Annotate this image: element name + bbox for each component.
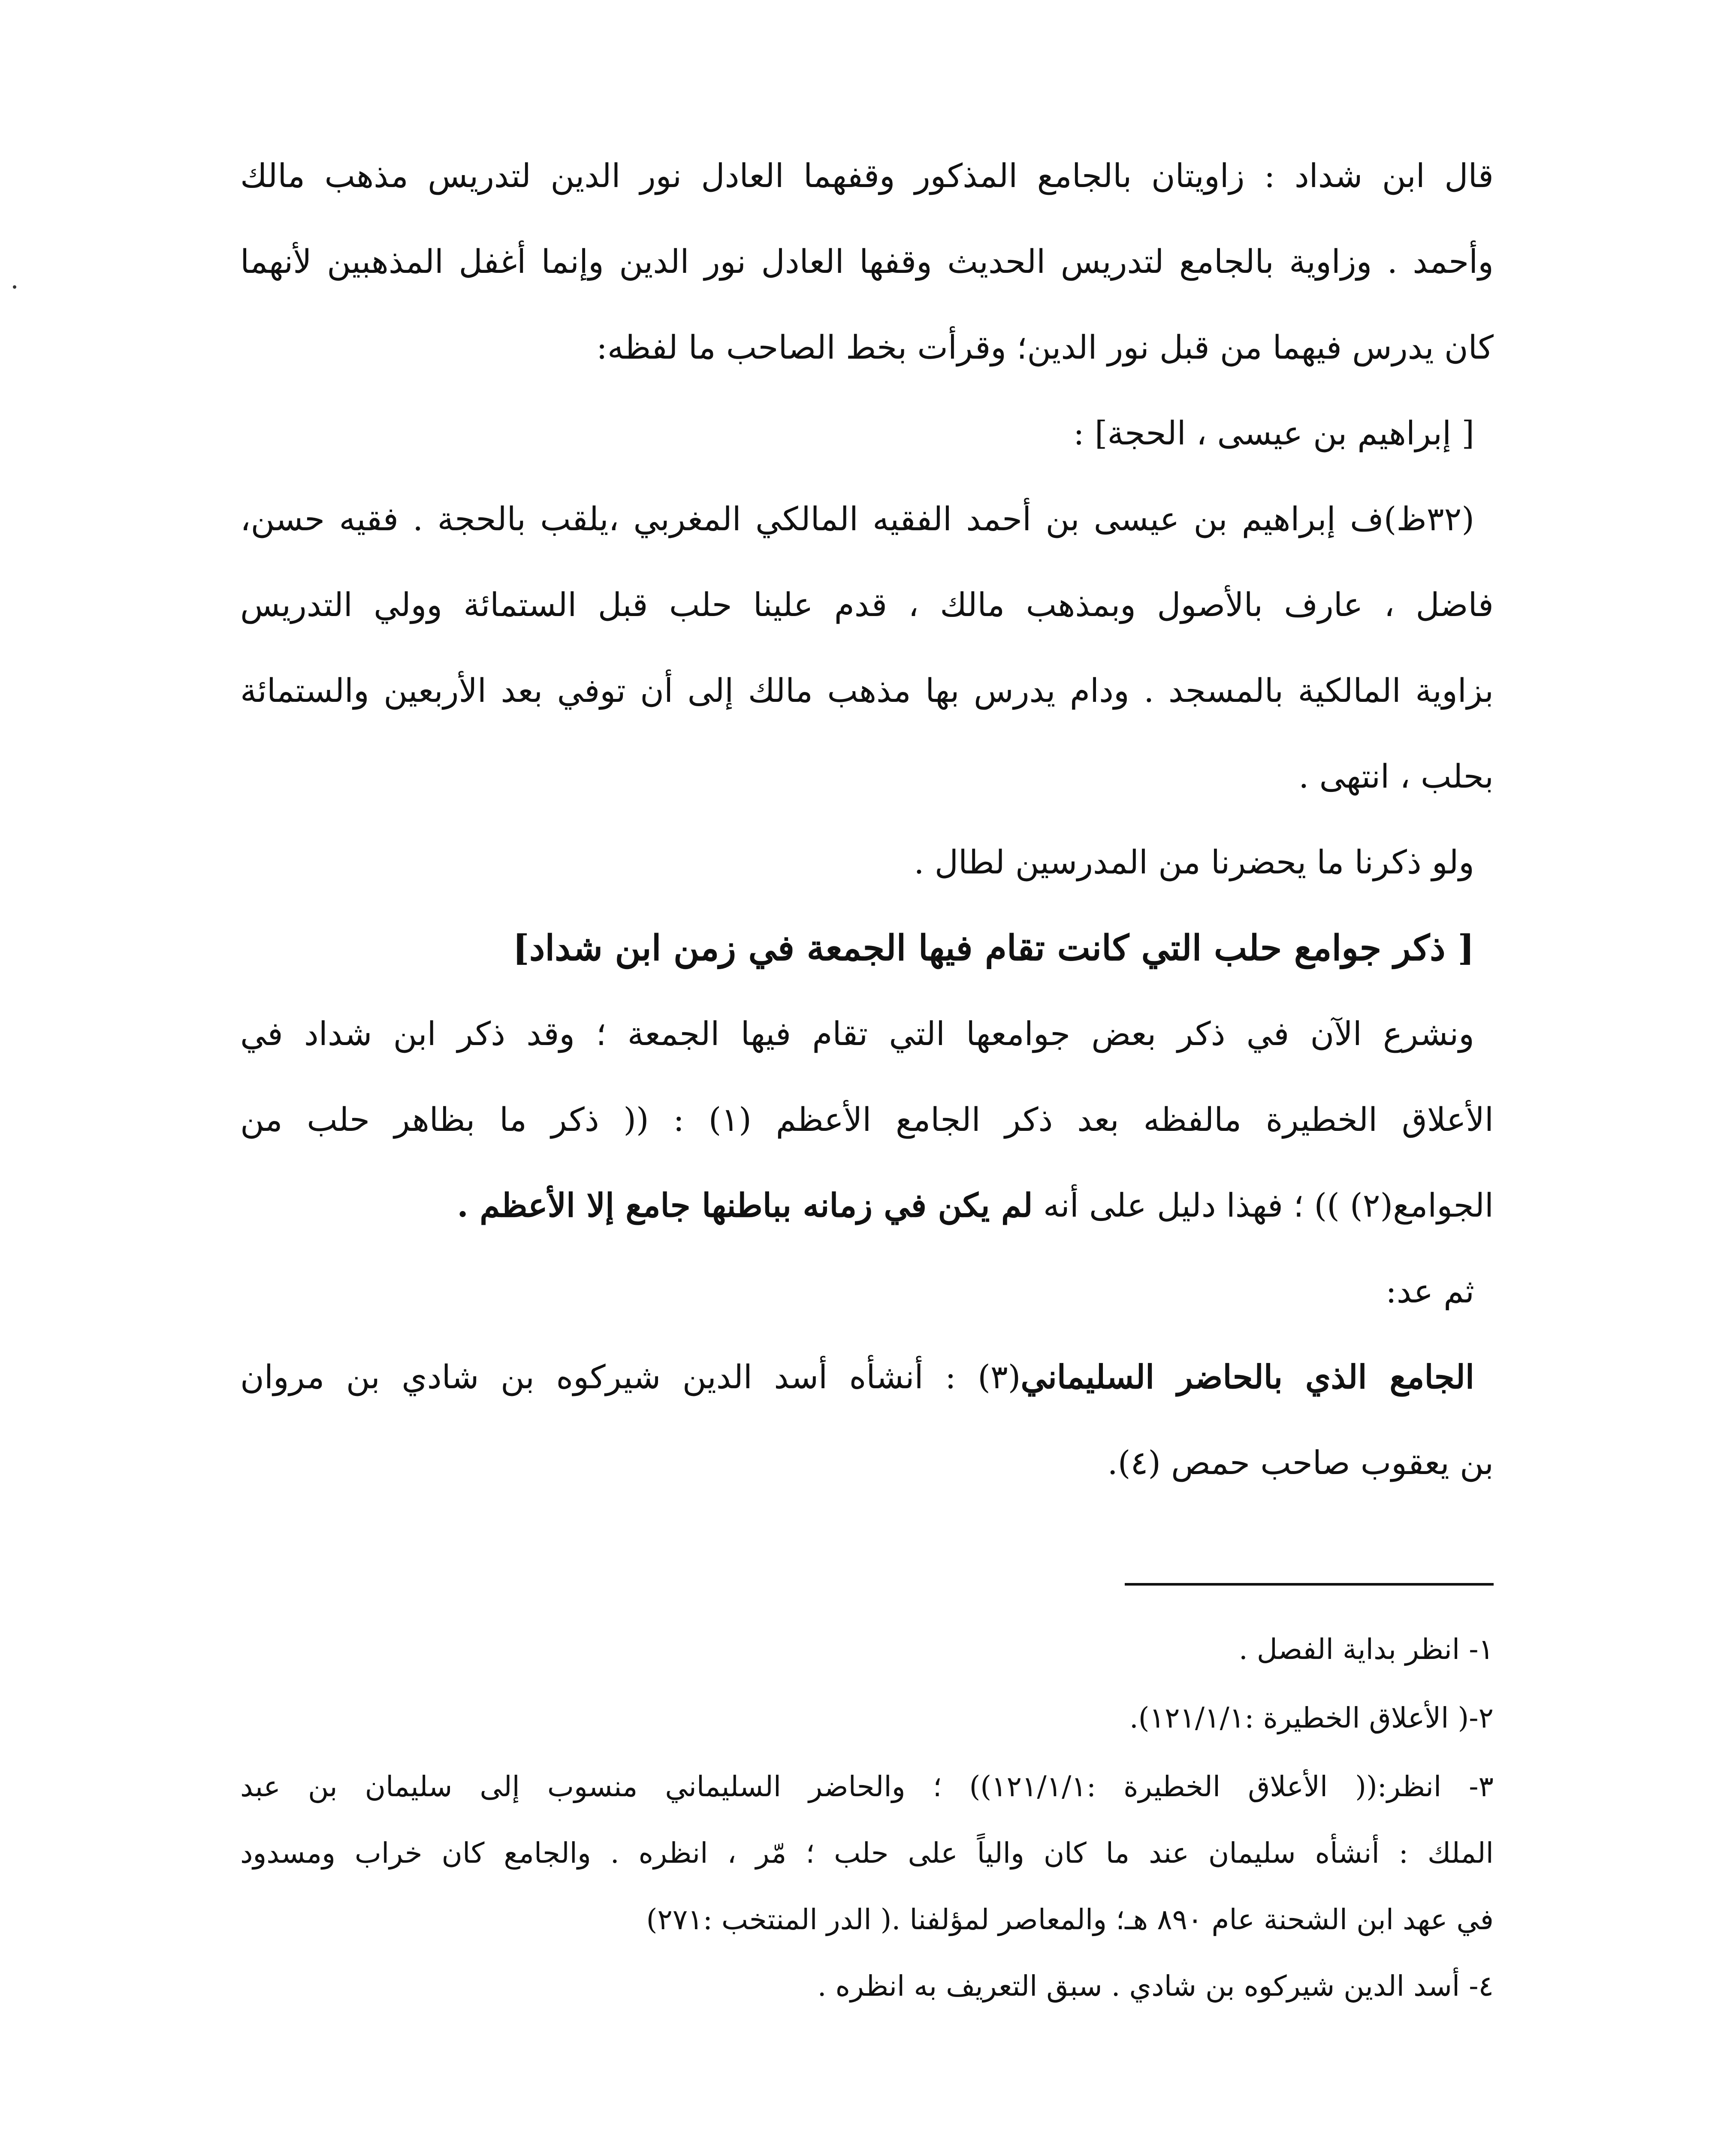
footnote-3-line-2: الملك : أنشأه سليمان عند ما كان والياً على حلب ؛ مّر ، انظره . والجامع كان خراب ومسدود [240, 1837, 1494, 1870]
body-line-1: قال ابن شداد : زاويتان بالجامع المذكور وقفهما العادل نور الدين لتدريس مذهب مالك [240, 157, 1494, 195]
scan-speck [13, 285, 16, 289]
body-line-10: ونشرع الآن في ذكر بعض جوامعها التي تقام فيها الجمعة ؛ وقد ذكر ابن شداد في [240, 1015, 1474, 1053]
section-heading: [ ذكر جوامع حلب التي كانت تقام فيها الجمعة في زمن ابن شداد] [513, 927, 1474, 969]
body-line-11: الأعلاق الخطيرة مالفظه بعد ذكر الجامع الأعظم (١) : (( ذكر ما بظاهر حلب من [240, 1100, 1494, 1139]
body-line-12-normal: الجوامع(٢) )) ؛ فهذا دليل على أنه [1033, 1186, 1494, 1224]
body-line-13: ثم عد: [1386, 1272, 1474, 1310]
footnote-2: ٢-( الأعلاق الخطيرة :١٢١/١/١). [1129, 1701, 1494, 1734]
body-line-3: كان يدرس فيهما من قبل نور الدين؛ وقرأت بخط الصاحب ما لفظه: [596, 328, 1494, 366]
footnote-3-line-3: في عهد ابن الشحنة عام ٨٩٠ هـ؛ والمعاصر لمؤلفنا .( الدر المنتخب :٢٧١) [646, 1903, 1494, 1936]
body-line-14-bold: الجامع الذي بالحاضر السليماني [1020, 1358, 1475, 1396]
body-line-9: ولو ذكرنا ما يحضرنا من المدرسين لطال . [914, 843, 1474, 881]
body-line-6: فاضل ، عارف بالأصول وبمذهب مالك ، قدم علينا حلب قبل الستمائة وولي التدريس [240, 586, 1494, 624]
body-line-15: بن يعقوب صاحب حمص (٤). [1107, 1444, 1494, 1482]
body-line-14-normal: (٣) : أنشأه أسد الدين شيركوه بن شادي بن مروان [240, 1358, 1021, 1396]
footnotes [240, 0, 1494, 2145]
body-line-7: بزاوية المالكية بالمسجد . ودام يدرس بها مذهب مالك إلى أن توفي بعد الأربعين والستمائة [240, 671, 1494, 710]
body-line-2: وأحمد . وزاوية بالجامع لتدريس الحديث وقفها العادل نور الدين وإنما أغفل المذهبين لأنهما [240, 242, 1494, 281]
section-subheading: [ إبراهيم بن عيسى ، الحجة] : [1073, 414, 1474, 452]
body-line-5: (٣٢ظ)ف إبراهيم بن عيسى بن أحمد الفقيه المالكي المغربي ،يلقب بالحجة . فقيه حسن، [240, 500, 1474, 538]
footnote-4: ٤- أسد الدين شيركوه بن شادي . سبق التعريف به انظره . [817, 1970, 1494, 2003]
body-line-12-bold: لم يكن في زمانه بباطنها جامع إلا الأعظم . [457, 1186, 1033, 1224]
footnote-3-line-1: ٣- انظر:(( الأعلاق الخطيرة :١٢١/١/١)) ؛ والحاضر السليماني منسوب إلى سليمان بن عبد [240, 1770, 1494, 1803]
body-line-8: بحلب ، انتهى . [1298, 757, 1494, 795]
footnote-1: ١- انظر بداية الفصل . [1238, 1633, 1494, 1666]
